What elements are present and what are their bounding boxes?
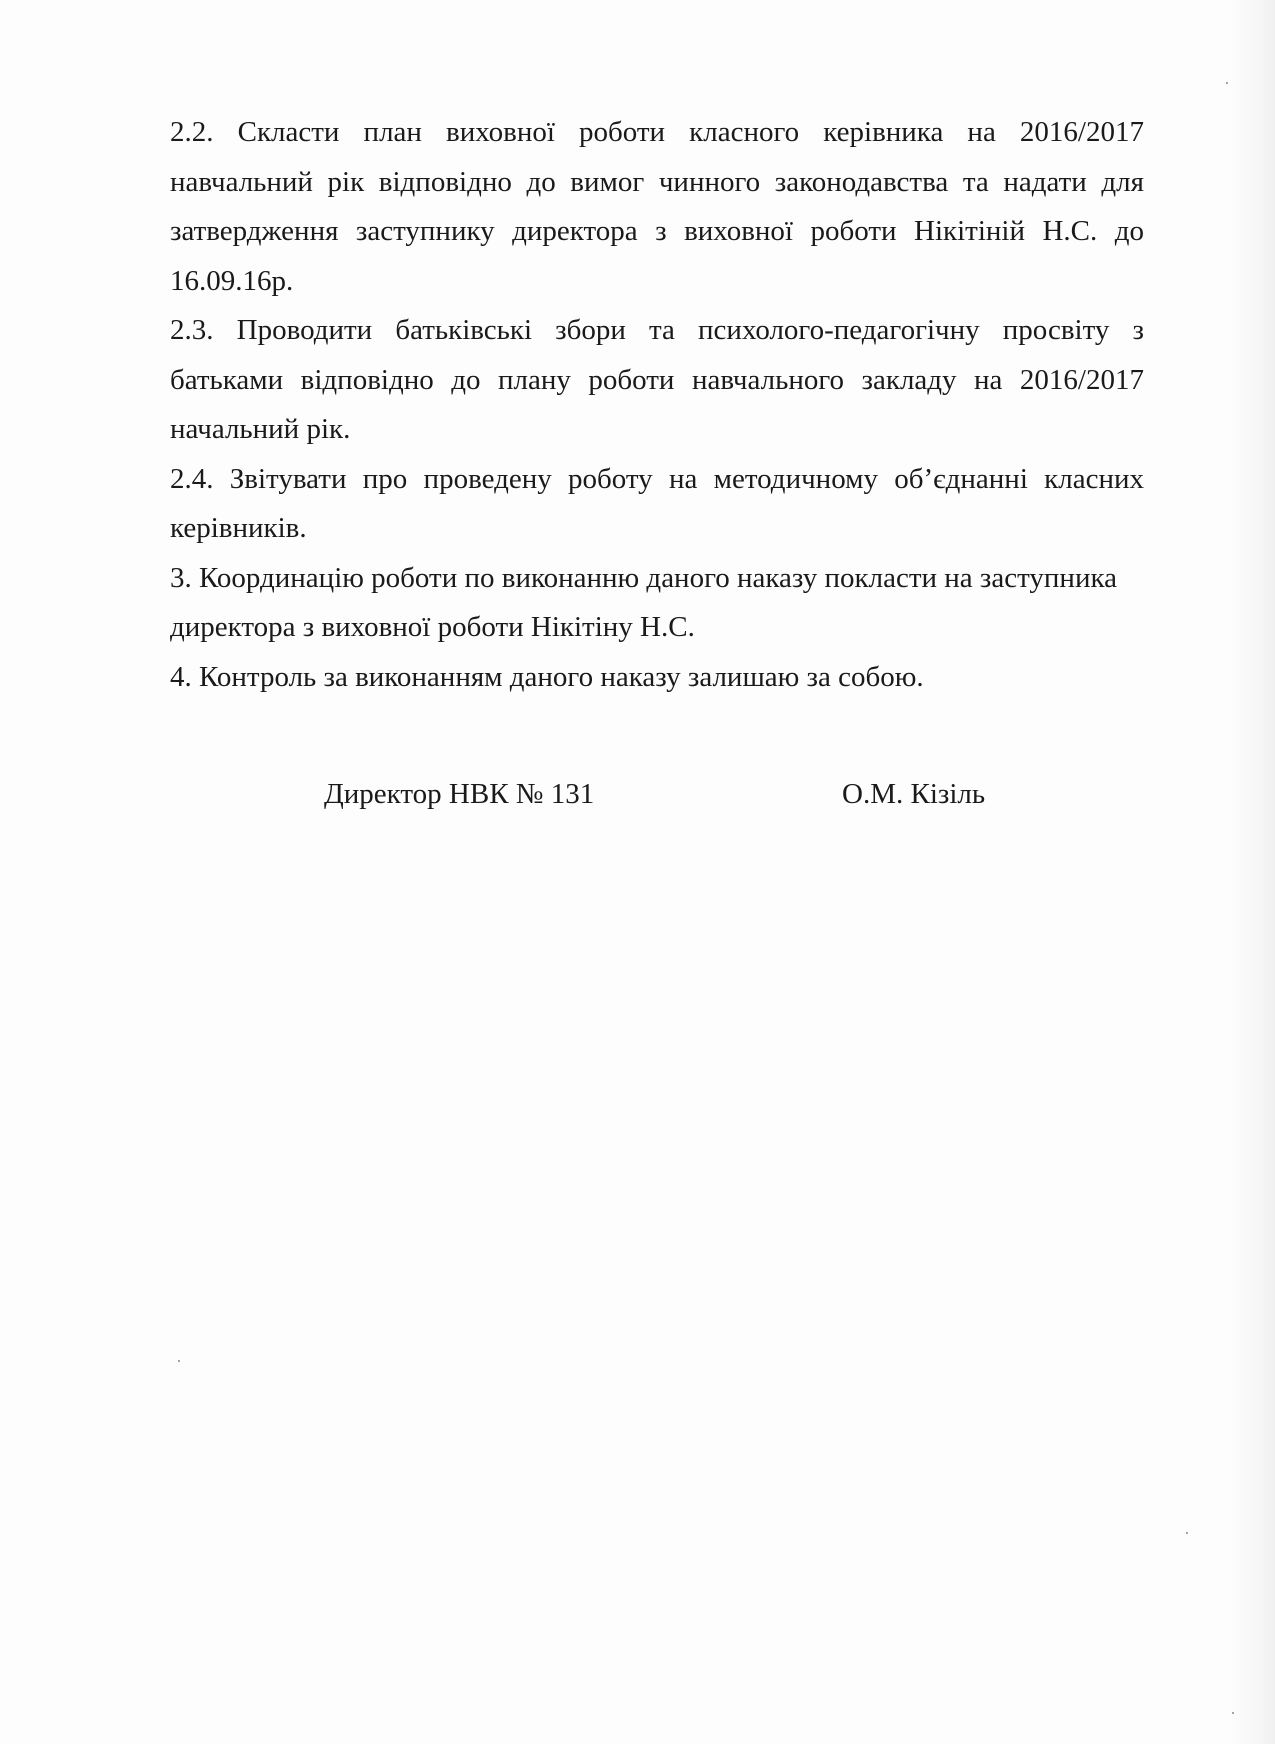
scan-edge-shadow <box>1229 0 1275 1744</box>
signature-name: О.М. Кізіль <box>842 778 986 810</box>
scan-speck <box>1186 1532 1188 1534</box>
paragraph-2-2: 2.2. Скласти план виховної роботи класного керівника на 2016/2017 навчальний рік відповідно до вимог чинного законодавства та надати для затвердження заступнику директора з виховної роботи Нікітіній Н.С. до 16.09.16р. <box>170 116 1144 297</box>
signature-title: Директор НВК № 131 <box>324 778 595 810</box>
paragraph-2-4: 2.4. Звітувати про проведену роботу на методичному об’єднанні класних керівників. <box>170 462 1144 544</box>
paragraph-2-3: 2.3. Проводити батьківські збори та психолого-педагогічну просвіту з батьками відповідно до плану роботи навчального закладу на 2016/2017 начальний рік. <box>170 314 1144 445</box>
document-body <box>170 108 1144 702</box>
paragraph-3: 3. Координацію роботи по виконанню даного наказу покласти на заступника директора з виховної роботи Нікітіну Н.С. <box>170 561 1117 643</box>
scan-speck <box>1226 82 1228 84</box>
paragraph-4: 4. Контроль за виконанням даного наказу залишаю за собою. <box>170 660 924 693</box>
scan-speck <box>178 1360 180 1362</box>
scan-speck <box>1232 1712 1234 1714</box>
